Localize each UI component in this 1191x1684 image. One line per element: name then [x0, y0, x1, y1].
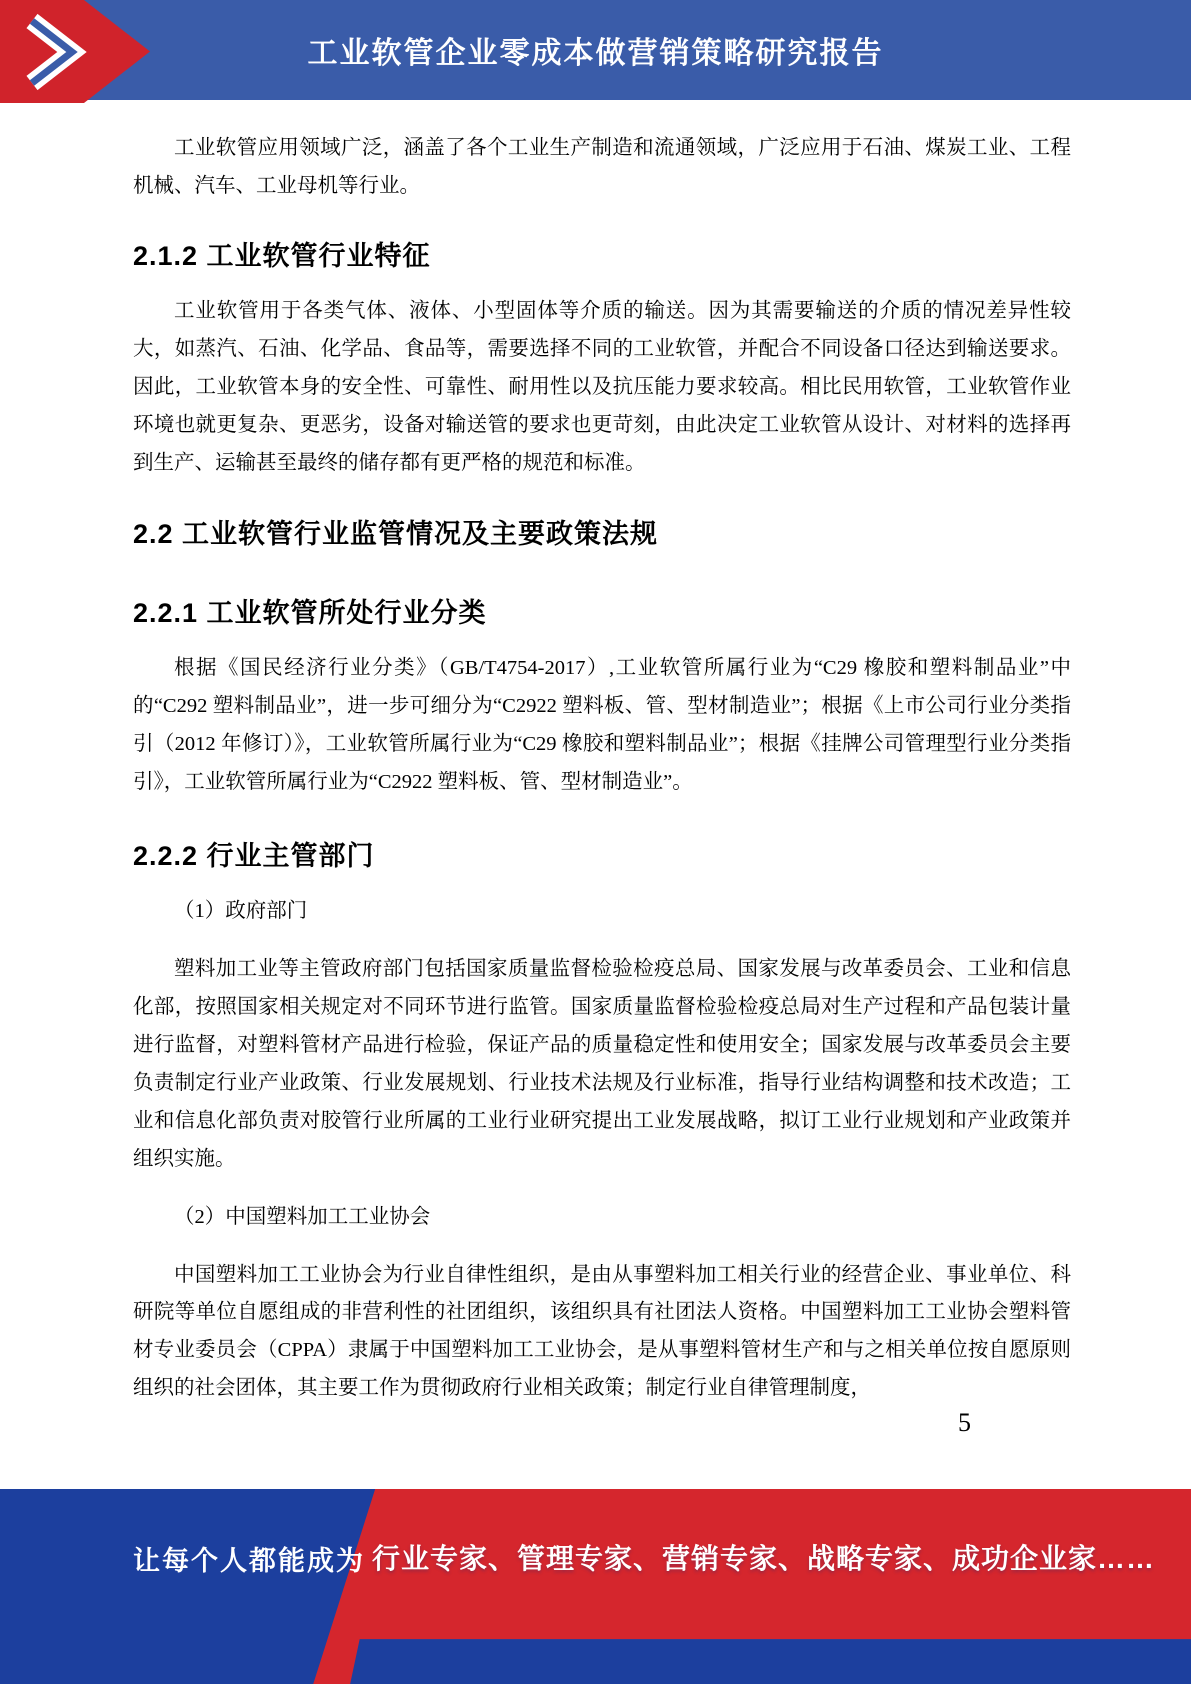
footer-red-band [0, 1489, 1191, 1684]
paragraph-government-departments: 塑料加工业等主管政府部门包括国家质量监督检验检疫总局、国家发展与改革委员会、工业和信息化部，按照国家相关规定对不同环节进行监管。国家质量监督检验检疫总局对生产过程和产品包装计量进行监督，对塑料管材产品进行检验，保证产品的质量稳定性和使用安全；国家发展与改革委员会主要负责制定行业产业政策、行业发展规划、行业技术法规及行业标准，指导行业结构调整和技术改造；工业和信息化部负责对胶管行业所属的工业行业研究提出工业发展战略，拟订工业行业规划和产业政策并组织实施。 [133, 958, 1071, 1170]
list-item-government-label: （1）政府部门 [174, 900, 308, 923]
footer-slogan-left: 让每个人都能成为 [133, 1546, 365, 1576]
page-footer [0, 1489, 1191, 1684]
paragraph-industry-features: 工业软管用于各类气体、液体、小型固体等介质的输送。因为其需要输送的介质的情况差异性较大，如蒸汽、石油、化学品、食品等，需要选择不同的工业软管，并配合不同设备口径达到输送要求。因此，工业软管本身的安全性、可靠性、耐用性以及抗压能力要求较高。相比民用软管，工业软管作业环境也就更复杂、更恶劣，设备对输送管的要求也更苛刻，由此决定工业软管从设计、对材料的选择再到生产、运输甚至最终的储存都有更严格的规范和标准。 [133, 299, 1071, 474]
paragraph-industry-classification: 根据《国民经济行业分类》（GB/T4754-2017）,工业软管所属行业为“C29 橡胶和塑料制品业”中的“C292 塑料制品业”，进一步可细分为“C2922 塑料板、管、型材制造业”；根据《上市公司行业分类指引（2012 年修订）》，工业软管所属行业为“C29 橡胶和塑料制品业”；根据《挂牌公司管理型行业分类指引》，工业软管所属行业为“C2922 塑料板、管、型材制造业”。 [133, 657, 1071, 794]
page-number: 5 [958, 1408, 971, 1437]
paragraph-plastics-association: 中国塑料加工工业协会为行业自律性组织，是由从事塑料加工相关行业的经营企业、事业单位、科研院等单位自愿组成的非营利性的社团组织，该组织具有社团法人资格。中国塑料加工工业协会塑料管材专业委员会（CPPA）隶属于中国塑料加工工业协会，是从事塑料管材生产和与之相关单位按自愿原则组织的社会团体，其主要工作为贯彻政府行业相关政策；制定行业自律管理制度， [133, 1263, 1071, 1400]
chevron-right-icon [10, 9, 110, 95]
list-item-association-label: （2）中国塑料加工工业协会 [174, 1205, 431, 1228]
page-header [0, 0, 1191, 100]
report-title: 工业软管企业零成本做营销策略研究报告 [307, 37, 884, 70]
red-arrow-badge [0, 0, 150, 103]
section-heading-2-1-2: 2.1.2 工业软管行业特征 [133, 240, 431, 271]
document-body [0, 100, 1191, 1408]
section-heading-2-2-2: 2.2.2 行业主管部门 [133, 841, 375, 872]
paragraph-intro: 工业软管应用领域广泛，涵盖了各个工业生产制造和流通领域，广泛应用于石油、煤炭工业、工程机械、汽车、工业母机等行业。 [133, 137, 1071, 197]
section-heading-2-2-1: 2.2.1 工业软管所处行业分类 [133, 598, 487, 629]
footer-slogan-right: 行业专家、管理专家、营销专家、战略专家、成功企业家…… [372, 1543, 1156, 1574]
section-heading-2-2: 2.2 工业软管行业监管情况及主要政策法规 [133, 519, 659, 550]
